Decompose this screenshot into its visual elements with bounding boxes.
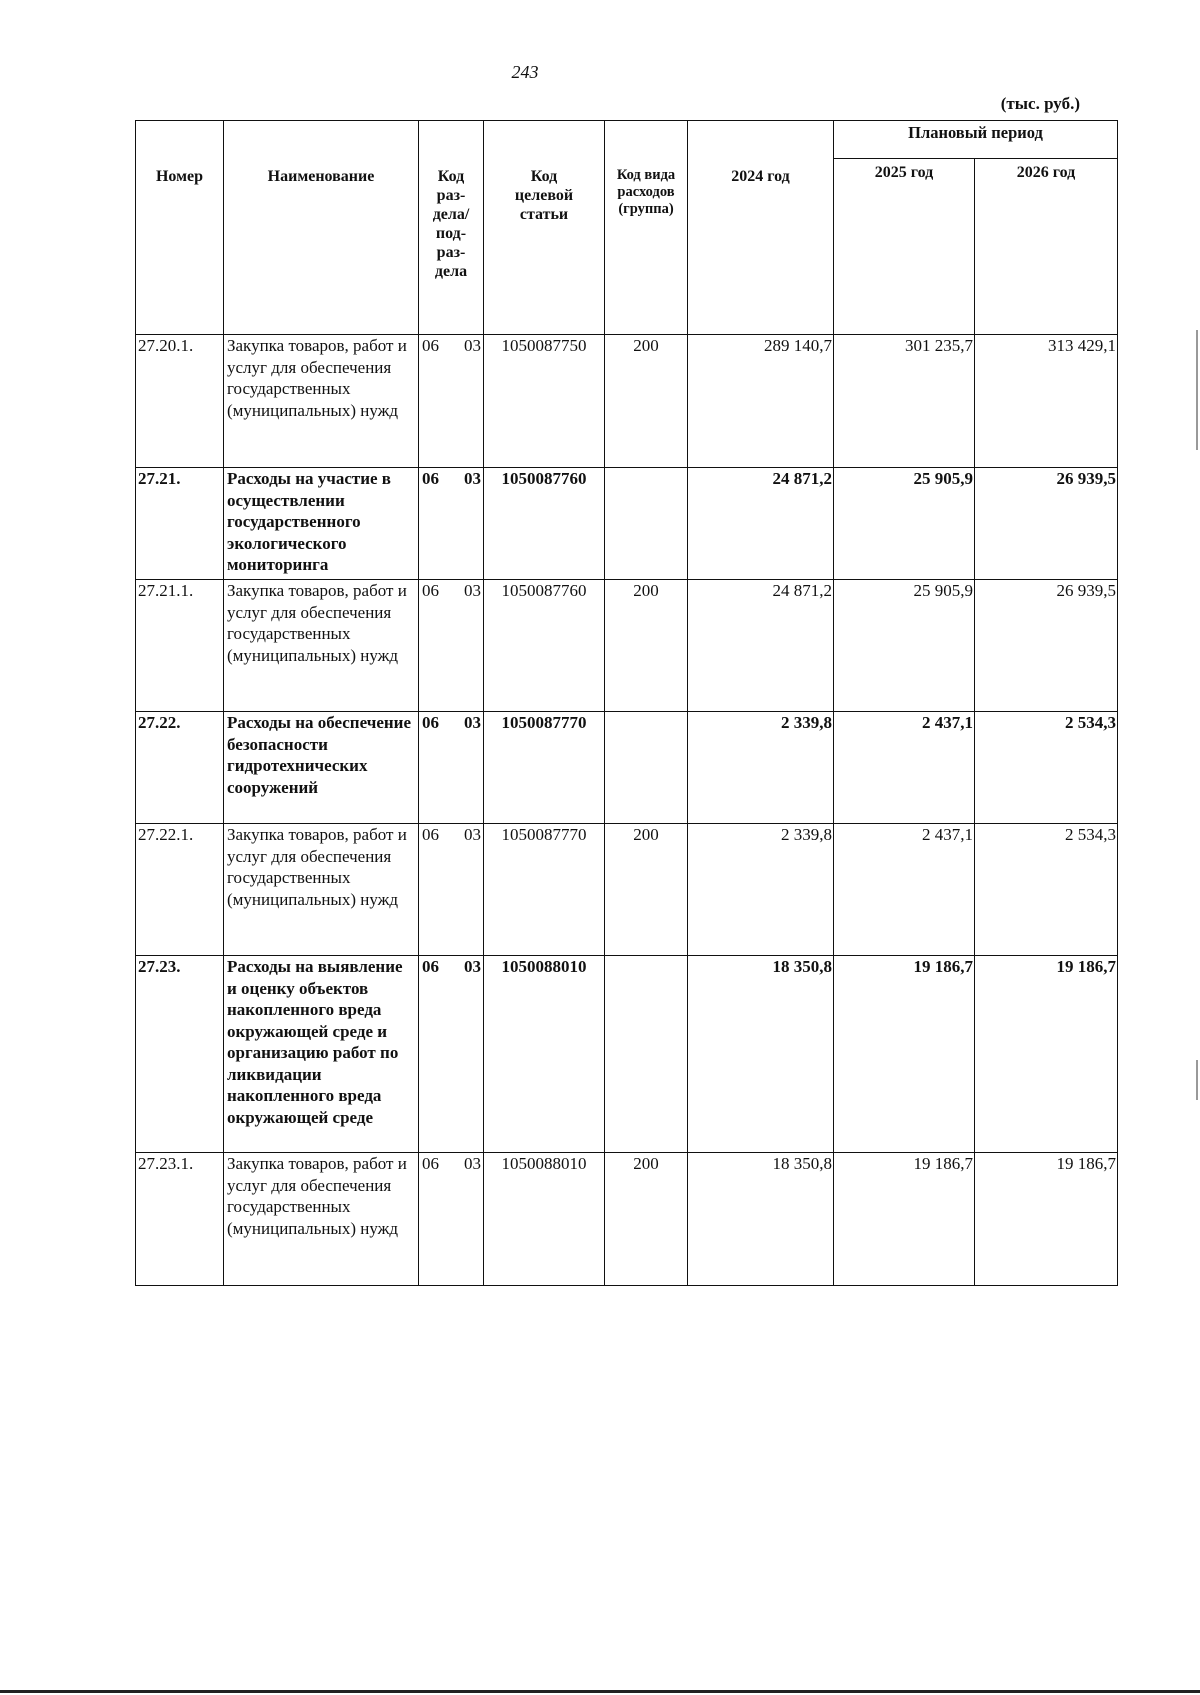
- row-number: 27.21.: [136, 468, 224, 580]
- row-amount-2026: 26 939,5: [975, 580, 1118, 712]
- row-amount-2026: 26 939,5: [975, 468, 1118, 580]
- header-2026: 2026 год: [975, 159, 1118, 335]
- row-expense-type: 200: [605, 580, 688, 712]
- row-expense-type: [605, 956, 688, 1153]
- row-name: Закупка товаров, работ и услуг для обеспечения государственных (муниципальных) нужд: [224, 335, 419, 468]
- row-amount-2026: 2 534,3: [975, 712, 1118, 824]
- row-section-code: [419, 335, 484, 468]
- section-code: 06: [422, 469, 439, 488]
- section-code: 06: [422, 713, 439, 732]
- subsection-code: 03: [464, 1154, 481, 1173]
- table-row: [136, 468, 1118, 580]
- row-section-code: [419, 956, 484, 1153]
- budget-table: [135, 120, 1118, 1286]
- page-number: 243: [511, 62, 539, 82]
- section-code: 06: [422, 581, 439, 600]
- edge-mark: [1196, 1060, 1198, 1100]
- row-target-code: 1050088010: [484, 956, 605, 1153]
- header-expense-type: Код вида расходов (группа): [605, 121, 688, 335]
- row-name: Закупка товаров, работ и услуг для обеспечения государственных (муниципальных) нужд: [224, 824, 419, 956]
- table-row: [136, 335, 1118, 468]
- row-amount-2024: 24 871,2: [688, 580, 834, 712]
- header-2024: 2024 год: [688, 121, 834, 335]
- table-row: [136, 580, 1118, 712]
- section-code: 06: [422, 825, 439, 844]
- row-number: 27.21.1.: [136, 580, 224, 712]
- row-expense-type: [605, 468, 688, 580]
- row-amount-2025: 301 235,7: [834, 335, 975, 468]
- subsection-code: 03: [464, 581, 481, 600]
- row-number: 27.20.1.: [136, 335, 224, 468]
- header-name: Наименование: [224, 121, 419, 335]
- section-code: 06: [422, 957, 439, 976]
- row-amount-2026: 19 186,7: [975, 956, 1118, 1153]
- subsection-code: 03: [464, 469, 481, 488]
- row-expense-type: 200: [605, 335, 688, 468]
- row-amount-2024: 18 350,8: [688, 1153, 834, 1286]
- row-amount-2024: 24 871,2: [688, 468, 834, 580]
- row-amount-2025: 25 905,9: [834, 468, 975, 580]
- header-number: Номер: [136, 121, 224, 335]
- row-number: 27.23.: [136, 956, 224, 1153]
- table-row: [136, 1153, 1118, 1286]
- row-target-code: 1050087760: [484, 468, 605, 580]
- row-expense-type: [605, 712, 688, 824]
- row-target-code: 1050087770: [484, 712, 605, 824]
- units-label: (тыс. руб.): [1000, 94, 1080, 113]
- header-2025: 2025 год: [834, 159, 975, 335]
- row-name: Закупка товаров, работ и услуг для обеспечения государственных (муниципальных) нужд: [224, 580, 419, 712]
- header-target-code: Код целевой статьи: [484, 121, 605, 335]
- table-header: [136, 121, 1118, 335]
- row-amount-2024: 2 339,8: [688, 824, 834, 956]
- row-section-code: [419, 824, 484, 956]
- row-target-code: 1050087770: [484, 824, 605, 956]
- table-row: [136, 824, 1118, 956]
- row-name: Расходы на участие в осуществлении государственного экологического мониторинга: [224, 468, 419, 580]
- row-amount-2024: 289 140,7: [688, 335, 834, 468]
- row-section-code: [419, 712, 484, 824]
- row-amount-2025: 2 437,1: [834, 712, 975, 824]
- row-section-code: [419, 580, 484, 712]
- row-amount-2025: 25 905,9: [834, 580, 975, 712]
- row-number: 27.22.: [136, 712, 224, 824]
- row-amount-2025: 19 186,7: [834, 956, 975, 1153]
- table-body: [136, 335, 1118, 1286]
- row-amount-2024: 18 350,8: [688, 956, 834, 1153]
- row-target-code: 1050087750: [484, 335, 605, 468]
- row-expense-type: 200: [605, 1153, 688, 1286]
- row-amount-2025: 2 437,1: [834, 824, 975, 956]
- edge-mark: [1196, 330, 1198, 450]
- row-amount-2026: 19 186,7: [975, 1153, 1118, 1286]
- row-target-code: 1050088010: [484, 1153, 605, 1286]
- row-amount-2026: 313 429,1: [975, 335, 1118, 468]
- row-section-code: [419, 1153, 484, 1286]
- section-code: 06: [422, 1154, 439, 1173]
- row-number: 27.23.1.: [136, 1153, 224, 1286]
- row-amount-2024: 2 339,8: [688, 712, 834, 824]
- row-amount-2026: 2 534,3: [975, 824, 1118, 956]
- row-amount-2025: 19 186,7: [834, 1153, 975, 1286]
- row-number: 27.22.1.: [136, 824, 224, 956]
- subsection-code: 03: [464, 957, 481, 976]
- row-expense-type: 200: [605, 824, 688, 956]
- table-row: [136, 712, 1118, 824]
- table-row: [136, 956, 1118, 1153]
- subsection-code: 03: [464, 336, 481, 355]
- row-section-code: [419, 468, 484, 580]
- row-name: Расходы на выявление и оценку объектов накопленного вреда окружающей среде и организацию работ по ликвидации накопленного вреда окружающей среде: [224, 956, 419, 1153]
- header-planned-period: Плановый период: [834, 121, 1118, 159]
- section-code: 06: [422, 336, 439, 355]
- row-target-code: 1050087760: [484, 580, 605, 712]
- header-section-code: Код раз-дела/ под-раз-дела: [419, 121, 484, 335]
- subsection-code: 03: [464, 825, 481, 844]
- row-name: Расходы на обеспечение безопасности гидротехнических сооружений: [224, 712, 419, 824]
- scan-edge: [0, 1690, 1200, 1693]
- subsection-code: 03: [464, 713, 481, 732]
- row-name: Закупка товаров, работ и услуг для обеспечения государственных (муниципальных) нужд: [224, 1153, 419, 1286]
